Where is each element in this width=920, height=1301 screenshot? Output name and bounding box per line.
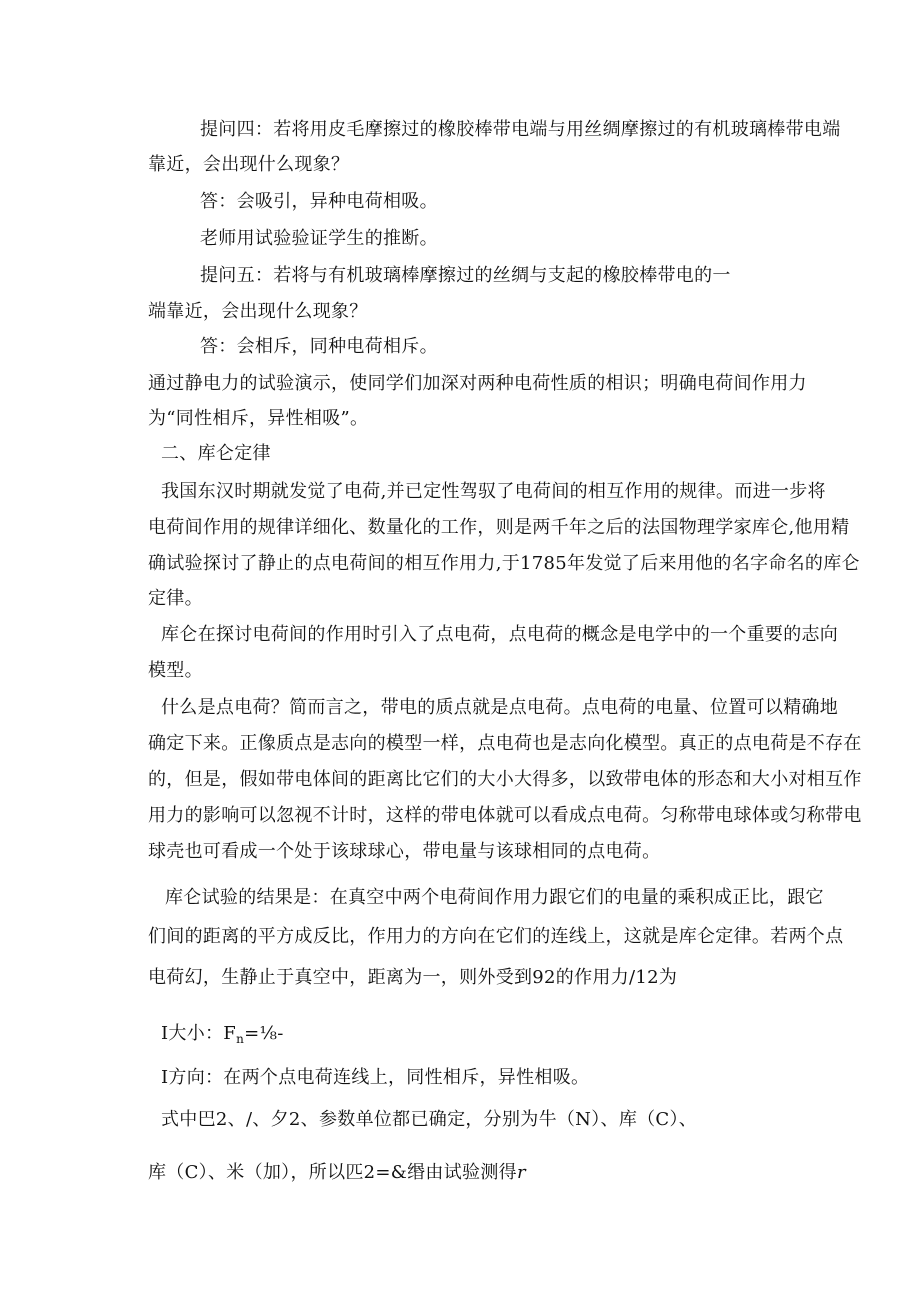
units-line-1: 式中巴2、/、夕2、参数单位都已确定，分别为牛（N）、库（C）、 xyxy=(161,1109,698,1130)
units-line-2 xyxy=(148,1161,526,1185)
history-line-1: 我国东汉时期就发觉了电荷,并已定性驾驭了电荷间的相互作用的规律。而进一步将 xyxy=(161,481,826,502)
question-five-line-2: 端靠近，会出现什么现象？ xyxy=(148,301,368,322)
point-charge-line-3: 的，但是，假如带电体间的距离比它们的大小大得多，以致带电体的形态和大小对相互作 xyxy=(148,769,862,790)
formula-suffix: =⅛- xyxy=(244,1023,284,1044)
summary-line-2: 为“同性相斥，异性相吸”。 xyxy=(148,408,369,429)
force-direction: I方向：在两个点电荷连线上，同性相斥，异性相吸。 xyxy=(161,1067,590,1088)
history-line-4: 定律。 xyxy=(148,588,203,609)
question-five-line-1: 提问五：若将与有机玻璃棒摩擦过的丝绸与支起的橡胶棒带电的一 xyxy=(200,265,731,286)
units-line-2-text: 库（C）、米（加），所以匹2=&缗由试验测得 xyxy=(148,1162,517,1183)
formula-subscript: n xyxy=(236,1032,245,1046)
history-line-2: 电荷间作用的规律详细化、数量化的工作，则是两千年之后的法国物理学家库仑,他用精 xyxy=(148,517,850,538)
point-charge-line-5: 球壳也可看成一个处于该球球心，带电量与该球相同的点电荷。 xyxy=(148,841,661,862)
formula-magnitude xyxy=(161,1022,284,1051)
teacher-verification: 老师用试验验证学生的推断。 xyxy=(200,228,438,249)
section-heading: 二、库仑定律 xyxy=(161,443,271,464)
point-charge-line-2: 确定下来。正像质点是志向的模型一样，点电荷也是志向化模型。真正的点电荷是不存在 xyxy=(148,733,862,754)
result-line-2: 们间的距离的平方成反比，作用力的方向在它们的连线上，这就是库仑定律。若两个点 xyxy=(148,926,844,947)
model-line-1: 库仑在探讨电荷间的作用时引入了点电荷，点电荷的概念是电学中的一个重要的志向 xyxy=(161,624,839,645)
result-line-1: 库仑试验的结果是：在真空中两个电荷间作用力跟它们的电量的乘积成正比，跟它 xyxy=(165,887,824,908)
point-charge-line-4: 用力的影响可以忽视不计时，这样的带电体就可以看成点电荷。匀称带电球体或匀称带电 xyxy=(148,805,862,826)
result-line-3: 电荷幻，生静止于真空中，距离为一，则外受到92的作用力/12为 xyxy=(148,967,678,988)
summary-line-1: 通过静电力的试验演示，使同学们加深对两种电荷性质的相识；明确电荷间作用力 xyxy=(148,373,807,394)
point-charge-line-1: 什么是点电荷？简而言之，带电的质点就是点电荷。点电荷的电量、位置可以精确地 xyxy=(161,697,839,718)
units-line-2-symbol: r xyxy=(516,1162,526,1183)
question-four-line-1: 提问四：若将用皮毛摩擦过的橡胶棒带电端与用丝绸摩擦过的有机玻璃棒带电端 xyxy=(200,119,841,140)
formula-prefix: I大小：F xyxy=(161,1023,237,1044)
history-line-3: 确试验探讨了静止的点电荷间的相互作用力,于1785年发觉了后来用他的名字命名的库仑 xyxy=(148,553,860,574)
answer-five: 答：会相斥，同种电荷相斥。 xyxy=(200,336,438,357)
answer-four: 答：会吸引，异种电荷相吸。 xyxy=(200,191,438,212)
question-four-line-2: 靠近，会出现什么现象？ xyxy=(148,154,350,175)
model-line-2: 模型。 xyxy=(148,660,203,681)
